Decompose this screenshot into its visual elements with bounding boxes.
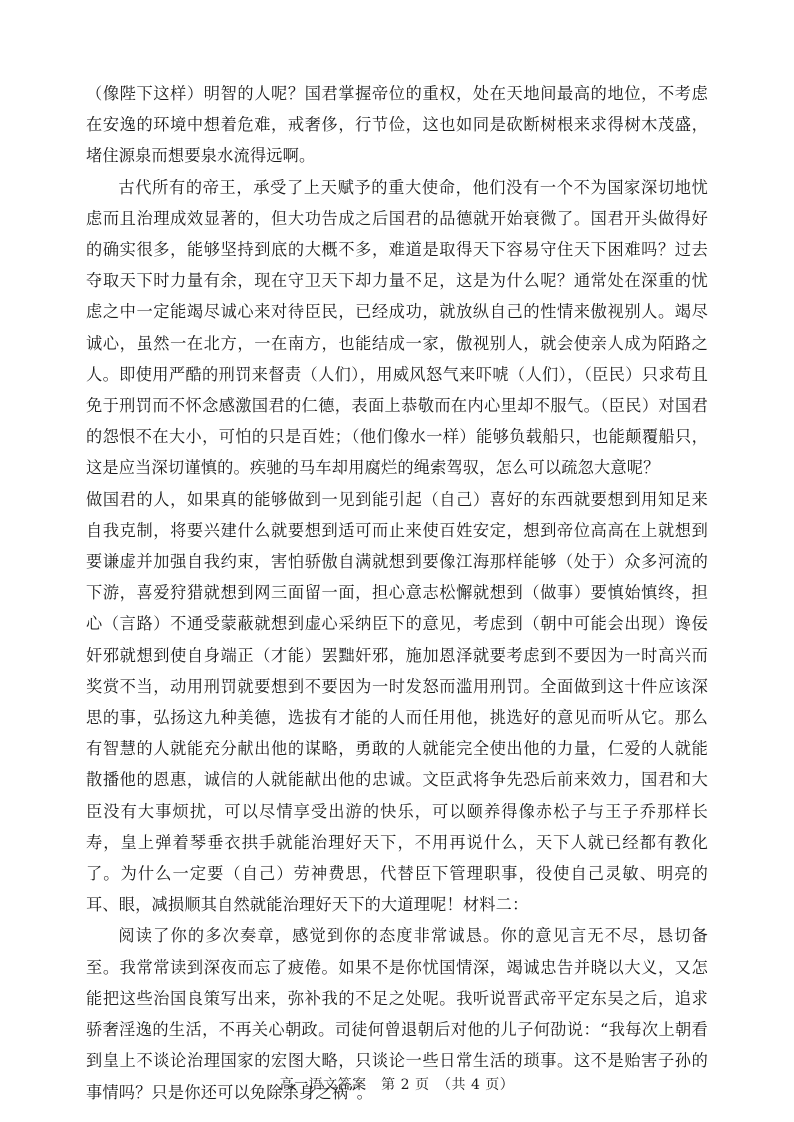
paragraph-3: 做国君的人，如果真的能够做到一见到能引起（自己）喜好的东西就要想到用知足来自我克制，将要兴建什么就要想到适可而止来使百姓安定，想到帝位高高在上就想到要谦虚并加强自我约束，害怕骄傲自满就想到要像江海那样能够（处于）众多河流的下游，喜爱狩猎就想到网三面留一面，担心意志松懈就想到（做事）要慎始慎终，担心（言路）不通受蒙蔽就想到虚心采纳臣下的意见，考虑到（朝中可能会出现）谗佞奸邪就想到使自身端正（才能）罢黜奸邪，施加恩泽就要考虑到不要因为一时高兴而奖赏不当，动用刑罚就要想到不要因为一时发怒而滥用刑罚。全面做到这十件应该深思的事，弘扬这九种美德，选拔有才能的人而任用他，挑选好的意见而听从它。那么有智慧的人就能充分献出他的谋略，勇敢的人就能完全使出他的力量，仁爱的人就能散播他的恩惠，诚信的人就能献出他的忠诚。文臣武将争先恐后前来效力，国君和大臣没有大事烦扰，可以尽情享受出游的快乐，可以颐养得像赤松子与王子乔那样长寿，皇上弹着琴垂衣拱手就能治理好天下，不用再说什么，天下人就已经都有教化了。为什么一定要（自己）劳神费思，代替臣下管理职事，役使自己灵敏、明亮的耳、眼，减损顺其自然就能治理好天下的大道理呢！材料二： [86,489,708,915]
paragraph-1: （像陛下这样）明智的人呢？国君掌握帝位的重权，处在天地间最高的地位，不考虑在安逸的环境中想着危难，戒奢侈，行节俭，这也如同是砍断树根来求得树木茂盛，堵住源泉而想要泉水流得远啊。 [86,84,708,166]
paragraph-2: 古代所有的帝王，承受了上天赋予的重大使命，他们没有一个不为国家深切地忧虑而且治理成效显著的，但大功告成之后国君的品德就开始衰微了。国君开头做得好的确实很多，能够坚持到底的大概不多，难道是取得天下容易守住天下困难吗？过去夺取天下时力量有余，现在守卫天下却力量不足，这是为什么呢？通常处在深重的忧虑之中一定能竭尽诚心来对待臣民，已经成功，就放纵自己的性情来傲视别人。竭尽诚心，虽然一在北方，一在南方，也能结成一家，傲视别人，就会使亲人成为陌路之人。即使用严酷的刑罚来督责（人们），用威风怒气来吓唬（人们），（臣民）只求苟且免于刑罚而不怀念感激国君的仁德，表面上恭敬而在内心里却不服气。（臣民）对国君的怨恨不在大小，可怕的只是百姓；（他们像水一样）能够负载船只，也能颠覆船只，这是应当深切谨慎的。疾驰的马车却用腐烂的绳索驾驭，怎么可以疏忽大意呢？ [86,177,708,478]
page-footer: 高一语文答案 第 2 页 （共 4 页） [279,1077,515,1093]
document-body [86,78,708,1108]
paragraph-4: 阅读了你的多次奏章，感觉到你的态度非常诚恳。你的意见言无不尽，恳切备至。我常常读到深夜而忘了疲倦。如果不是你忧国情深，竭诚忠告并晓以大义，又怎能把这些治国良策写出来，弥补我的不足之处呢。我听说晋武帝平定东吴之后，追求骄奢淫逸的生活，不再关心朝政。司徒何曾退朝后对他的儿子何劭说：“我每次上朝看到皇上不谈论治理国家的宏图大略，只谈论一些日常生活的琐事。这不是贻害子孙的事情吗？只是你还可以免除杀身之祸”。 [86,926,708,1102]
